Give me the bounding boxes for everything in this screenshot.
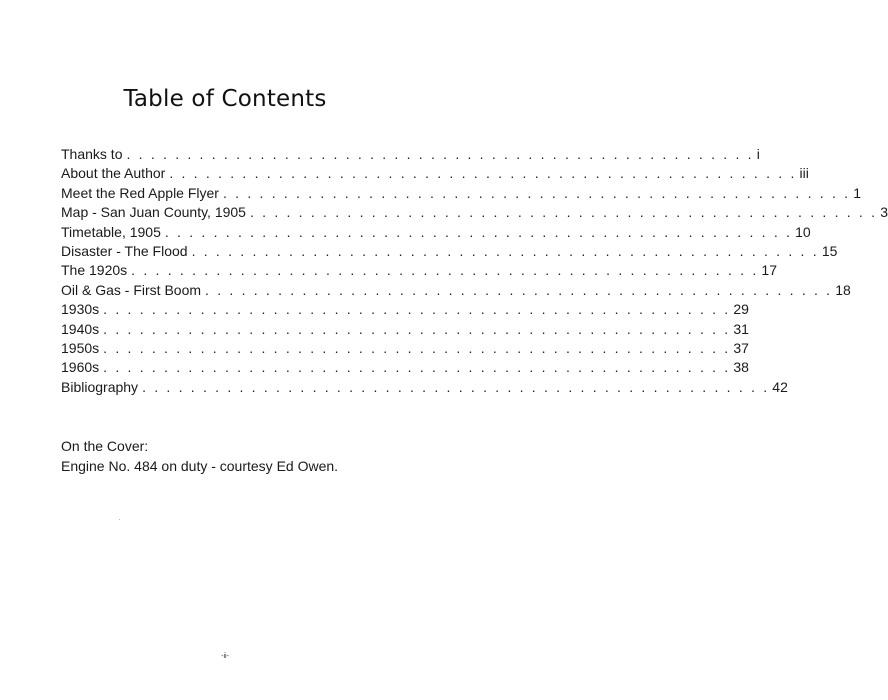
toc-entry-page: i <box>756 146 760 162</box>
page-number: -ii- <box>221 653 229 660</box>
toc-leader-dots: . . . . . . . . . . . . . . . . . . . . . . . . . . . . . . . . . . . . . . . . . . . . . . . . . . . . <box>164 223 793 240</box>
toc-entry-label: 1940s <box>61 320 100 337</box>
cover-note-heading: On the Cover: <box>61 438 149 454</box>
toc-leader-dots: . . . . . . . . . . . . . . . . . . . . . . . . . . . . . . . . . . . . . . . . . . . . . . . . . . . . <box>103 339 731 356</box>
toc-entry <box>61 339 749 358</box>
toc-leader-dots: . . . . . . . . . . . . . . . . . . . . . . . . . . . . . . . . . . . . . . . . . . . . . . . . . . . . <box>222 184 851 201</box>
table-of-contents <box>61 145 888 397</box>
toc-entry-page: 15 <box>821 242 838 259</box>
toc-leader-dots: . . . . . . . . . . . . . . . . . . . . . . . . . . . . . . . . . . . . . . . . . . . . . . . . . . . . <box>131 262 759 279</box>
toc-leader-dots: . . . . . . . . . . . . . . . . . . . . . . . . . . . . . . . . . . . . . . . . . . . . . . . . . . . . <box>205 281 833 298</box>
toc-entry <box>61 203 888 222</box>
toc-entry <box>61 164 809 183</box>
toc-entry-page: 31 <box>733 320 749 337</box>
toc-entry <box>61 261 777 280</box>
toc-entry-page: 42 <box>772 378 788 395</box>
toc-entry-page: 38 <box>733 359 749 376</box>
toc-entry-label: 1930s <box>61 301 100 318</box>
toc-entry-label: 1960s <box>61 359 100 376</box>
toc-entry <box>61 145 760 164</box>
toc-leader-dots: . . . . . . . . . . . . . . . . . . . . . . . . . . . . . . . . . . . . . . . . . . . . . . . . . . . . <box>126 146 754 162</box>
toc-entry <box>61 242 838 261</box>
toc-entry <box>61 320 749 339</box>
toc-entry-label: Bibliography <box>61 378 139 395</box>
toc-leader-dots: . . . . . . . . . . . . . . . . . . . . . . . . . . . . . . . . . . . . . . . . . . . . . . . . . . . . <box>103 320 731 337</box>
toc-entry-label: About the Author <box>61 165 166 182</box>
toc-entry <box>61 358 749 377</box>
toc-entry-page: 37 <box>733 339 749 356</box>
toc-leader-dots: . . . . . . . . . . . . . . . . . . . . . . . . . . . . . . . . . . . . . . . . . . . . . . . . . . . . <box>169 165 797 182</box>
toc-entry <box>61 184 862 203</box>
toc-entry <box>61 281 851 300</box>
toc-entry-label: Oil & Gas - First Boom <box>61 281 202 298</box>
toc-leader-dots: . . . . . . . . . . . . . . . . . . . . . . . . . . . . . . . . . . . . . . . . . . . . . . . . . . . . <box>103 301 731 318</box>
page-title: Table of Contents <box>123 86 327 112</box>
toc-leader-dots: . . . . . . . . . . . . . . . . . . . . . . . . . . . . . . . . . . . . . . . . . . . . . . . . . . . . <box>103 359 731 376</box>
toc-entry-label: Thanks to <box>61 146 123 162</box>
toc-entry-page: 18 <box>835 281 851 298</box>
toc-entry <box>61 378 788 397</box>
cover-note-text: Engine No. 484 on duty - courtesy Ed Owen. <box>61 457 339 474</box>
toc-leader-dots: . . . . . . . . . . . . . . . . . . . . . . . . . . . . . . . . . . . . . . . . . . . . . . . . . . . . <box>191 242 819 259</box>
toc-entry <box>61 223 811 242</box>
toc-leader-dots: . . . . . . . . . . . . . . . . . . . . . . . . . . . . . . . . . . . . . . . . . . . . . . . . . . . . <box>142 378 770 395</box>
toc-entry <box>61 300 749 319</box>
toc-entry-page: 29 <box>733 301 749 318</box>
toc-entry-label: Map - San Juan County, 1905 <box>61 204 246 221</box>
toc-entry-label: 1950s <box>61 339 100 356</box>
toc-entry-label: Meet the Red Apple Flyer <box>61 184 219 201</box>
print-speck <box>119 519 120 520</box>
toc-entry-page: 17 <box>761 262 777 279</box>
toc-entry-page: 3 <box>880 204 888 221</box>
toc-entry-page: 10 <box>795 223 811 240</box>
toc-entry-page: iii <box>799 165 809 182</box>
cover-note <box>61 437 338 476</box>
toc-entry-label: The 1920s <box>61 262 128 279</box>
toc-entry-label: Timetable, 1905 <box>61 223 161 240</box>
toc-entry-page: 1 <box>853 184 862 201</box>
toc-leader-dots: . . . . . . . . . . . . . . . . . . . . . . . . . . . . . . . . . . . . . . . . . . . . . . . . . . . . <box>249 204 878 221</box>
toc-entry-label: Disaster - The Flood <box>61 242 188 259</box>
